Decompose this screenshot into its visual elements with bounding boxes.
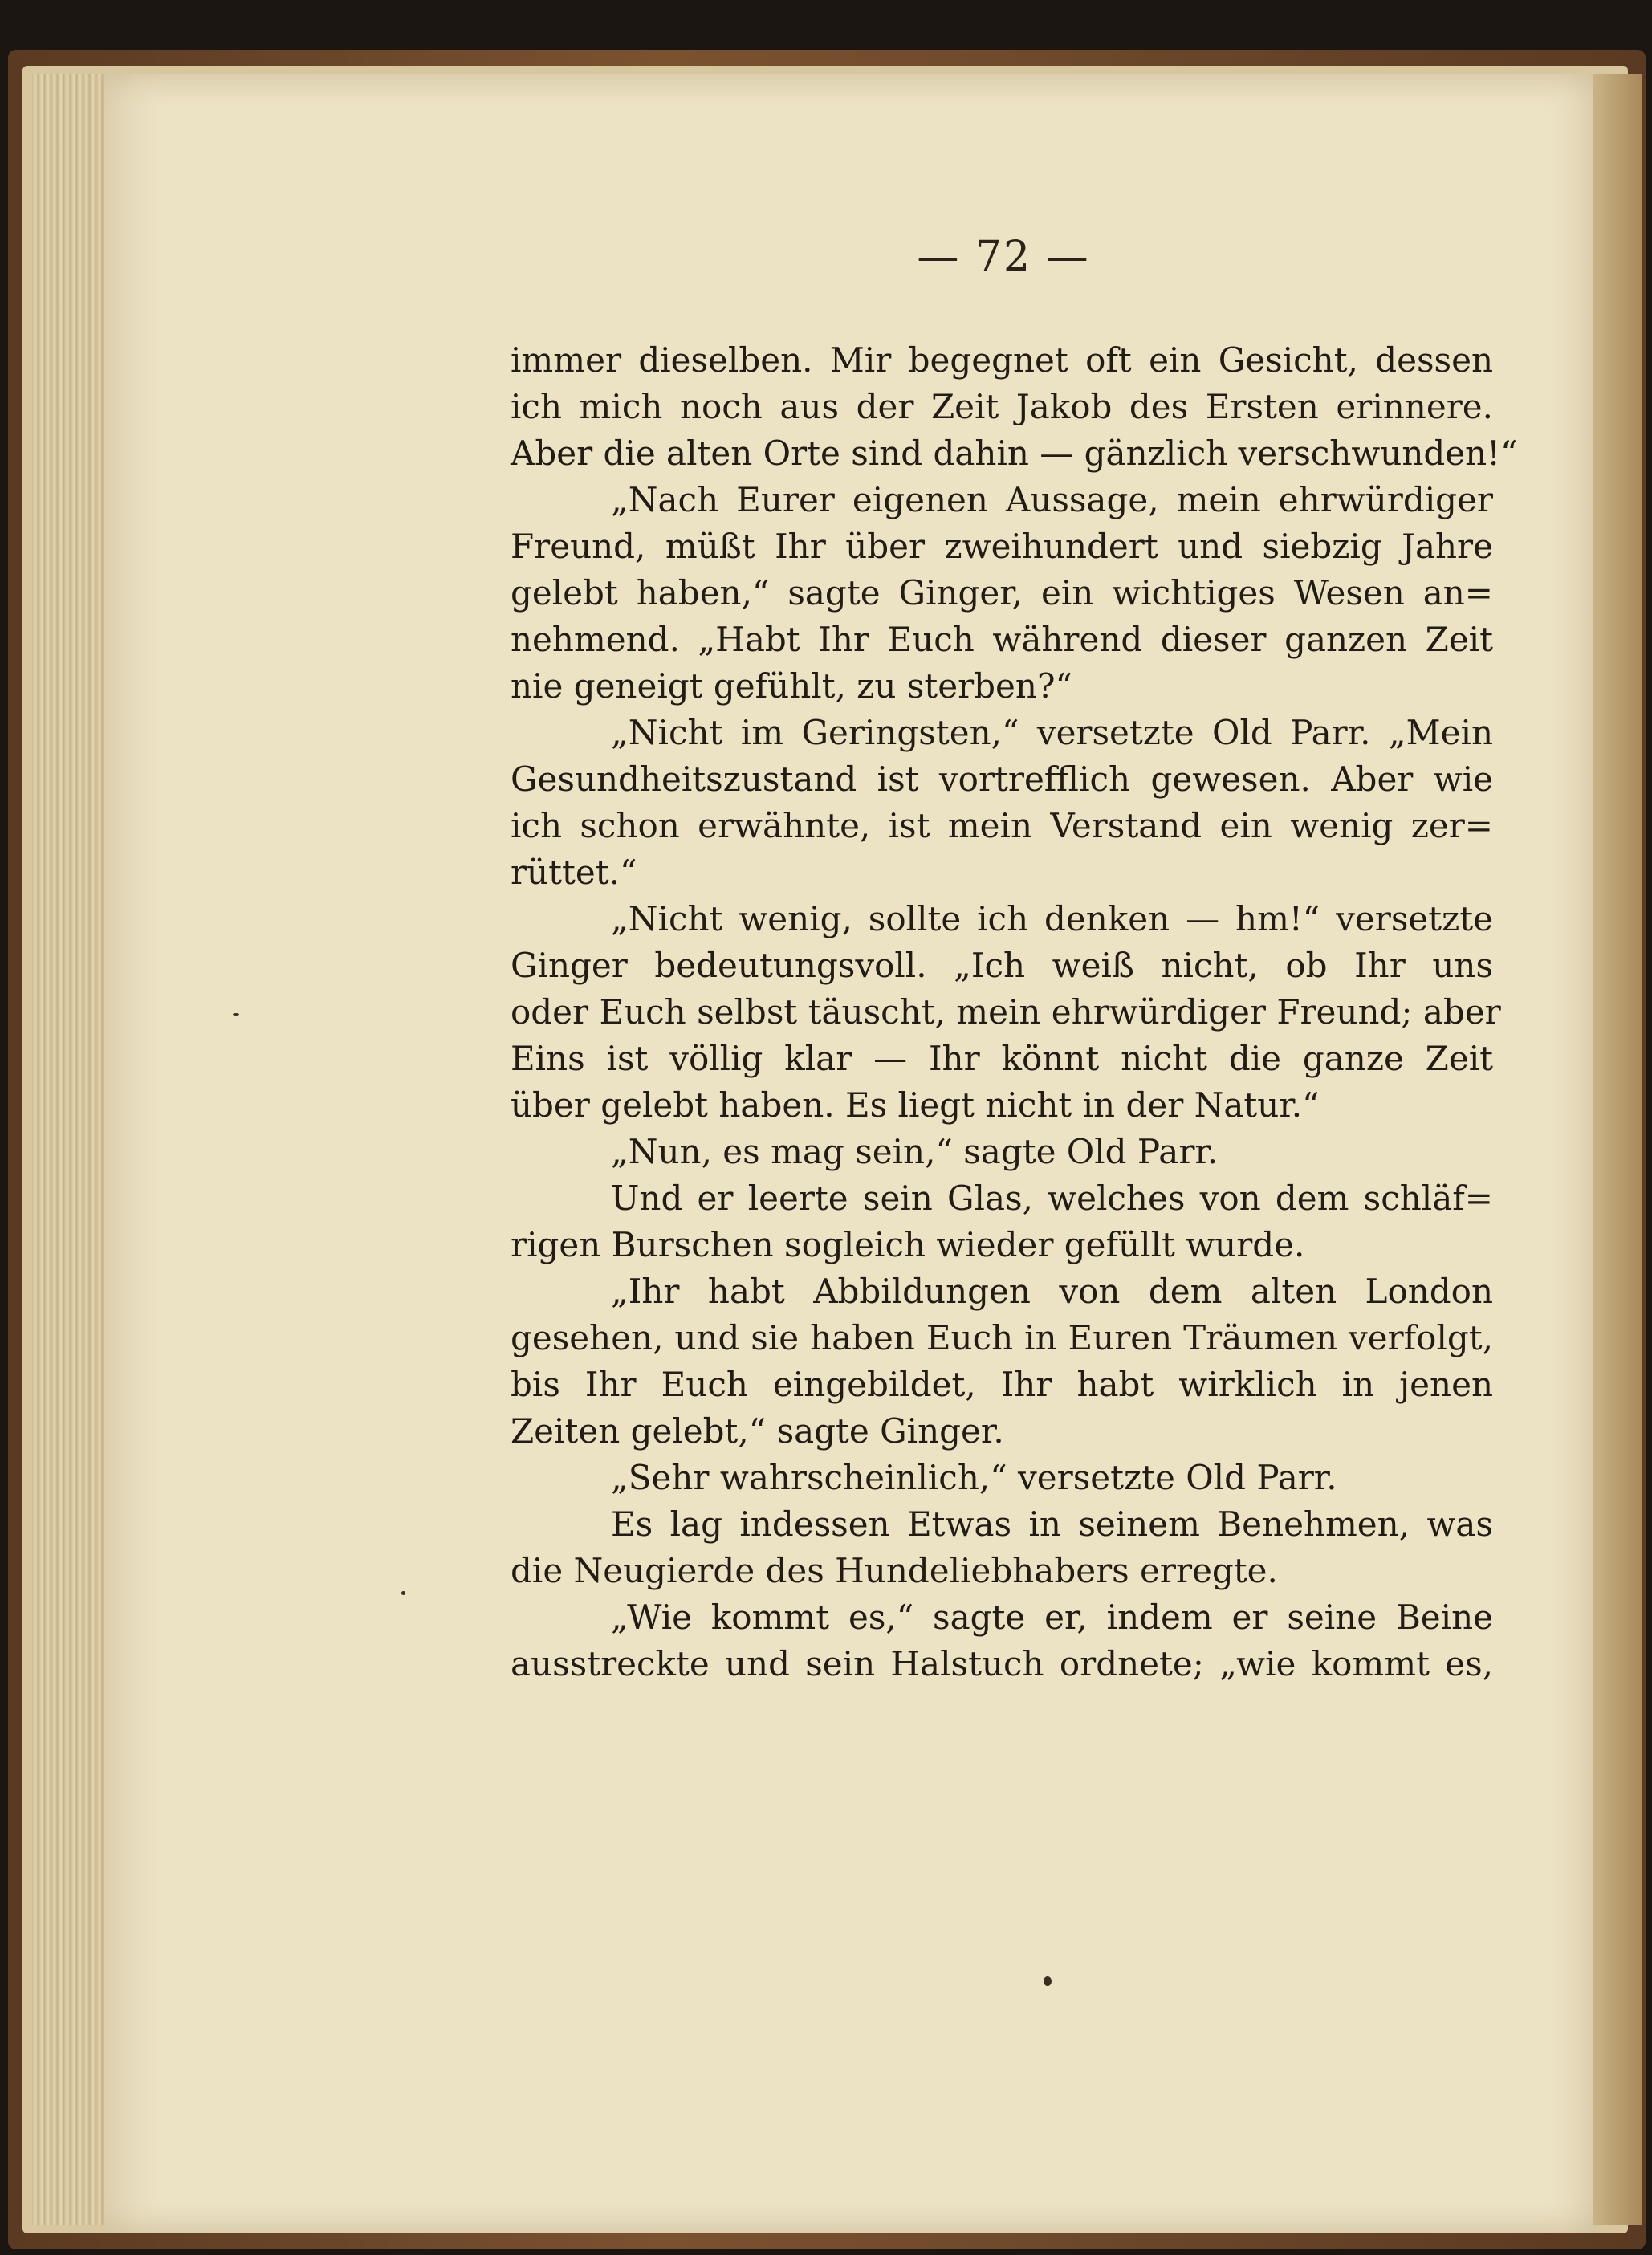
body-text — [511, 337, 1518, 1687]
text-line: Es lag indessen Etwas in seinem Benehmen, was — [611, 1504, 1493, 1544]
text-line: Gesundheitszustand ist vortrefflich gewesen. Aber wie — [511, 759, 1493, 799]
text-line: ich schon erwähnte, ist mein Verstand ein wenig zer= — [511, 806, 1493, 845]
text-line: Zeiten gelebt,“ sagte Ginger. — [511, 1411, 1004, 1451]
text-line: gesehen, und sie haben Euch in Euren Träumen verfolgt, — [511, 1318, 1493, 1357]
page-edge-right — [1593, 74, 1642, 2225]
text-line: nie geneigt gefühlt, zu sterben?“ — [511, 666, 1072, 706]
text-line: über gelebt haben. Es liegt nicht in der Natur.“ — [511, 1085, 1320, 1125]
text-line: die Neugierde des Hundeliebhabers erregte. — [511, 1551, 1278, 1590]
page-edge-left — [32, 74, 108, 2225]
text-line: immer dieselben. Mir begegnet oft ein Gesicht, dessen — [511, 340, 1493, 380]
text-line: „Wie kommt es,“ sagte er, indem er seine Beine — [611, 1598, 1493, 1637]
text-line: ich mich noch aus der Zeit Jakob des Ersten erinnere. — [511, 387, 1493, 426]
text-line: bis Ihr Euch eingebildet, Ihr habt wirklich in jenen — [511, 1365, 1493, 1404]
text-line: rüttet.“ — [511, 853, 637, 892]
text-line: Freund, müßt Ihr über zweihundert und siebzig Jahre — [511, 527, 1493, 566]
ink-speck — [401, 1591, 405, 1595]
text-line: „Sehr wahrscheinlich,“ versetzte Old Parr. — [611, 1458, 1337, 1497]
text-line: nehmend. „Habt Ihr Euch während dieser ganzen Zeit — [511, 620, 1493, 659]
text-line: gelebt haben,“ sagte Ginger, ein wichtiges Wesen an= — [511, 573, 1493, 613]
page-number: — 72 — — [917, 233, 1090, 281]
text-line: „Nun, es mag sein,“ sagte Old Parr. — [611, 1132, 1219, 1171]
ink-speck — [233, 1013, 239, 1016]
text-line: „Nicht wenig, sollte ich denken — hm!“ versetzte — [611, 899, 1493, 938]
text-line: ausstreckte und sein Halstuch ordnete; „wie kommt es, — [511, 1644, 1493, 1683]
ink-speck — [1044, 1976, 1052, 1986]
text-line: Aber die alten Orte sind dahin — gänzlich verschwunden!“ — [511, 433, 1518, 473]
text-line: „Nicht im Geringsten,“ versetzte Old Parr. „Mein — [611, 713, 1493, 752]
text-line: Ginger bedeutungsvoll. „Ich weiß nicht, ob Ihr uns — [511, 946, 1493, 985]
text-line: „Nach Eurer eigenen Aussage, mein ehrwürdiger — [611, 480, 1493, 519]
text-line: Eins ist völlig klar — Ihr könnt nicht die ganze Zeit — [511, 1039, 1493, 1078]
text-line: rigen Burschen sogleich wieder gefüllt wurde. — [511, 1225, 1305, 1264]
text-line: „Ihr habt Abbildungen von dem alten London — [611, 1272, 1493, 1311]
text-line: oder Euch selbst täuscht, mein ehrwürdiger Freund; aber — [511, 992, 1501, 1032]
text-line: Und er leerte sein Glas, welches von dem schläf= — [611, 1178, 1493, 1218]
